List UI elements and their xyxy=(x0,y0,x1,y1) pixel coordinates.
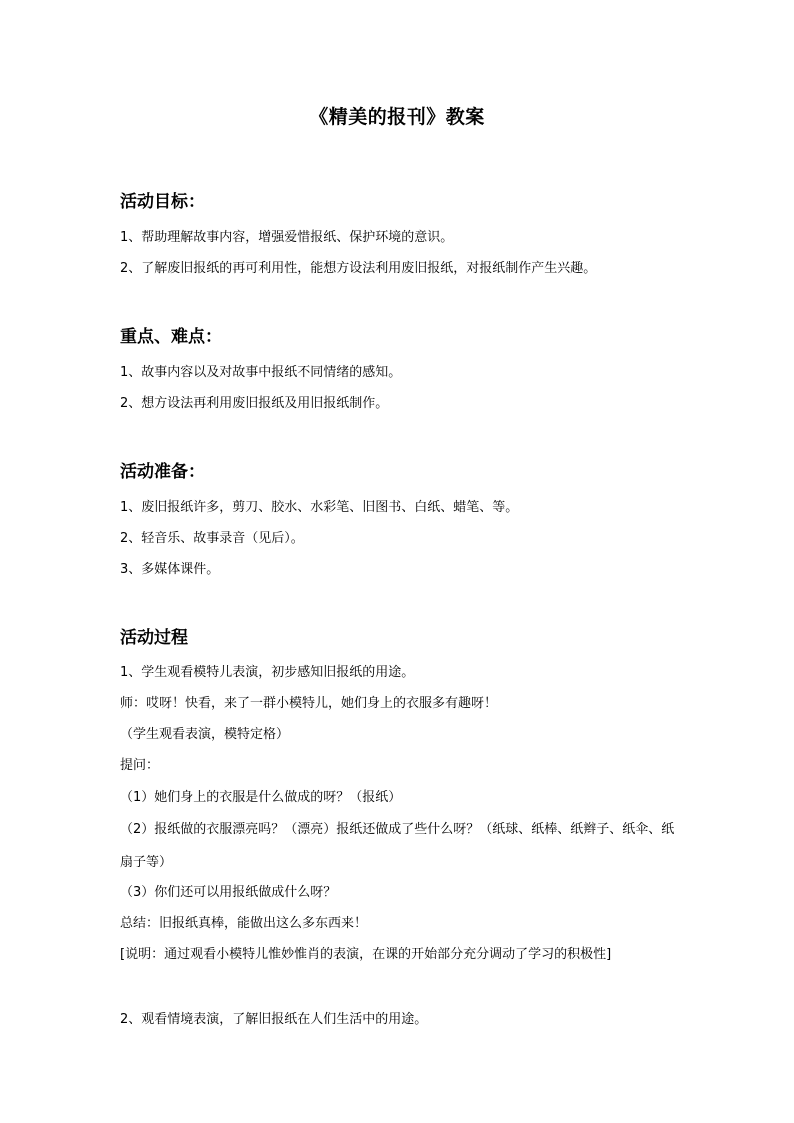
process-line-1: 1、学生观看模特儿表演，初步感知旧报纸的用途。 xyxy=(120,665,415,680)
preparation-item-2: 2、轻音乐、故事录音（见后）。 xyxy=(120,531,304,546)
process-line-10: 2、观看情境表演，了解旧报纸在人们生活中的用途。 xyxy=(120,1012,428,1027)
document-title: 《精美的报刊》教案 xyxy=(309,106,485,128)
preparation-item-3: 3、多媒体课件。 xyxy=(120,562,220,577)
heading-key-points: 重点、难点： xyxy=(120,327,222,347)
key-point-item-1: 1、故事内容以及对故事中报纸不同情绪的感知。 xyxy=(120,365,402,380)
process-line-3: （学生观看表演，模特定格） xyxy=(120,727,290,742)
process-line-4: 提问： xyxy=(120,758,160,773)
goal-item-2: 2、了解废旧报纸的再可利用性，能想方设法利用废旧报纸，对报纸制作产生兴趣。 xyxy=(120,261,597,276)
key-point-item-2: 2、想方设法再利用废旧报纸及用旧报纸制作。 xyxy=(120,396,389,411)
heading-process: 活动过程 xyxy=(120,628,188,648)
heading-preparation: 活动准备： xyxy=(120,462,205,482)
process-line-6: （2）报纸做的衣服漂亮吗？（漂亮）报纸还做成了些什么呀？（纸球、纸棒、纸辫子、纸伞、纸扇子等） xyxy=(120,822,675,870)
heading-activity-goals: 活动目标： xyxy=(120,192,205,212)
process-line-5: （1）她们身上的衣服是什么做成的呀？（报纸） xyxy=(120,790,402,805)
process-line-8: 总结：旧报纸真棒，能做出这么多东西来！ xyxy=(120,916,368,931)
process-line-9: [说明：通过观看小模特儿惟妙惟肖的表演，在课的开始部分充分调动了学习的积极性] xyxy=(120,947,612,962)
process-line-2: 师：哎呀！快看，来了一群小模特儿，她们身上的衣服多有趣呀！ xyxy=(120,696,498,711)
preparation-item-1: 1、废旧报纸许多，剪刀、胶水、水彩笔、旧图书、白纸、蜡笔、等。 xyxy=(120,500,519,515)
process-line-7: （3）你们还可以用报纸做成什么呀？ xyxy=(120,885,337,900)
goal-item-1: 1、帮助理解故事内容，增强爱惜报纸、保护环境的意识。 xyxy=(120,230,454,245)
